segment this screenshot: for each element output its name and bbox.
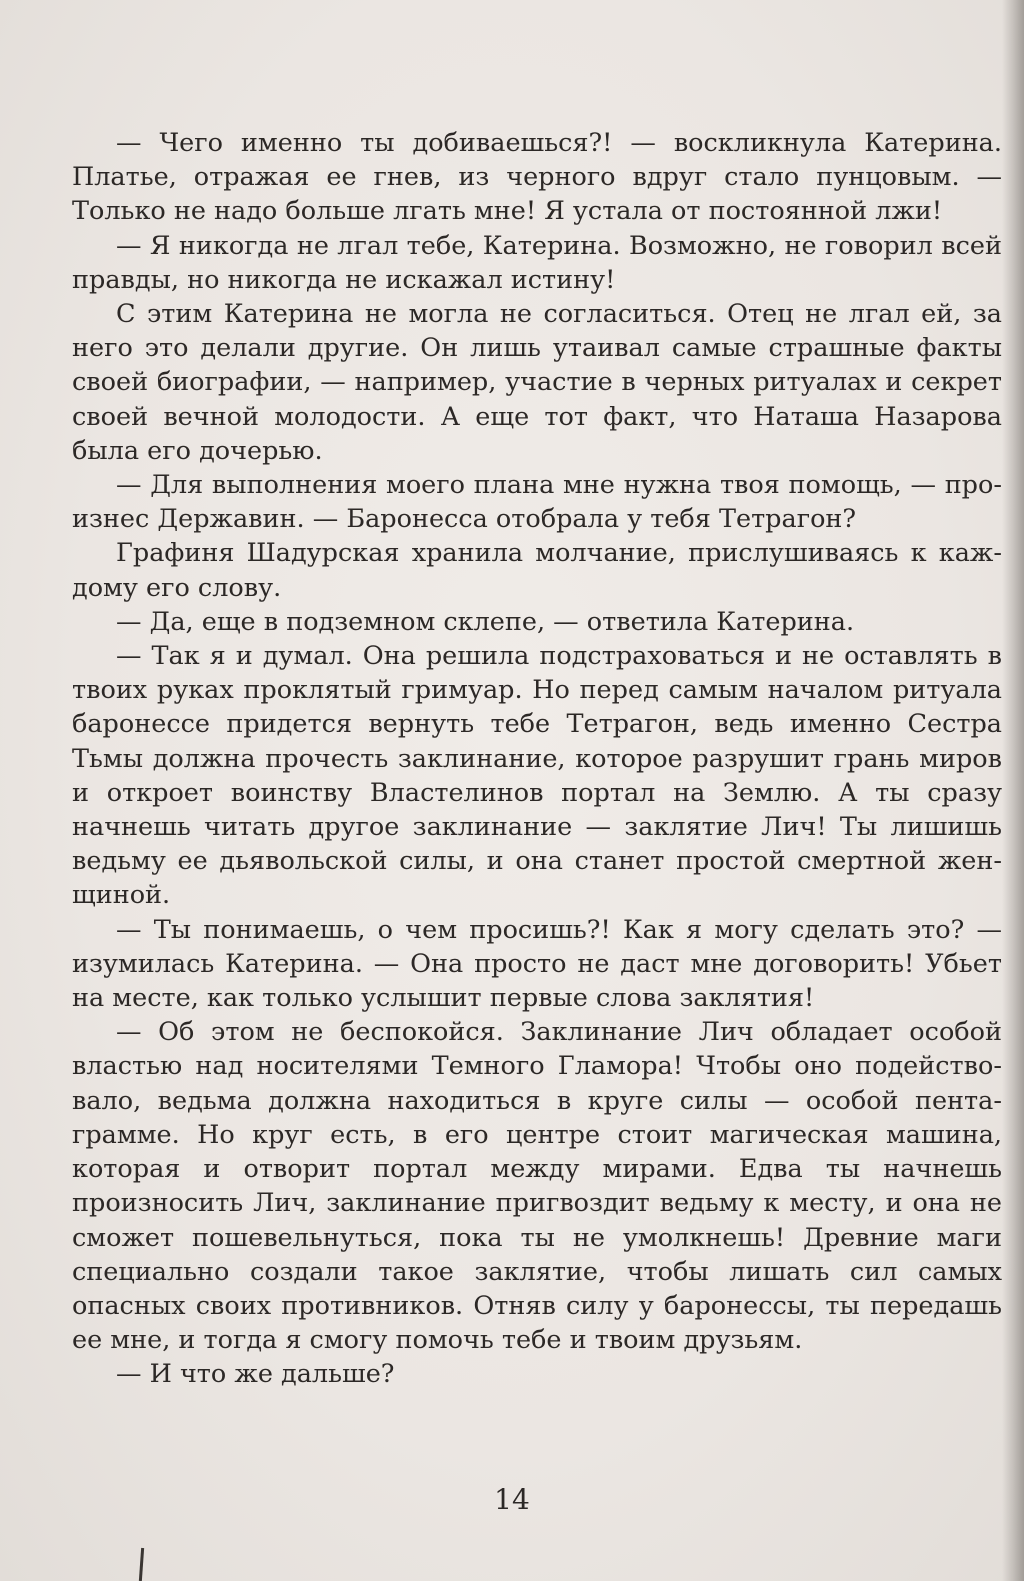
paragraph: — Ты понимаешь, о чем просишь?! Как я могу сделать это? — изумилась Катерина. — Она просто не даст мне договорить! Убьет на месте, как только услышит первые слова заклятия! — [72, 914, 1002, 1014]
paragraph: С этим Катерина не могла не согласиться. Отец не лгал ей, за него это делали другие. Он лишь утаивал самые страшные факты своей биографии, — например, участие в черных ритуалах и секрет своей вечной молодости. А еще тот факт, что Наташа Назарова была его дочерью. — [72, 299, 1002, 466]
paragraph: — Да, еще в подземном склепе, — ответила Катерина. — [116, 606, 855, 637]
paragraph: — Так я и думал. Она решила подстраховаться и не оставлять в твоих руках проклятый гримуар. Но перед самым началом ритуала баронессе придется вернуть тебе Тетрагон, ведь именно Сестра Тьмы должна прочесть заклинание, которое разрушит грань миров и откроет воинству Властелинов портал на Землю. А ты сразу начнешь читать другое заклинание — заклятие Лич! Ты лишишь ведьму ее дьявольской силы, и она станет простой смертной женщиной. — [72, 641, 1002, 911]
paragraph: — И что же дальше? — [116, 1359, 395, 1390]
page-number: 14 — [494, 1483, 530, 1516]
paragraph: Графиня Шадурская хранила молчание, прислушиваясь к каждому его слову. — [72, 538, 1002, 603]
paragraph: — Чего именно ты добиваешься?! — воскликнула Катерина. Платье, отражая ее гнев, из черного вдруг стало пунцовым. — Только не надо больше лгать мне! Я устала от постоянной лжи! — [72, 128, 1002, 227]
paragraph: — Об этом не беспокойся. Заклинание Лич обладает особой властью над носителями Темного Гламора! Чтобы оно подействовало, ведьма должна находиться в круге силы — особой пентаграмме. Но круг есть, в его центре стоит магическая машина, которая и отворит портал между мирами. Едва ты начнешь произносить Лич, заклинание пригвоздит ведьму к месту, и она не сможет пошевельнуться, пока ты не умолкнешь! Древние маги специально создали такое заклятие, чтобы лишать сил самых опасных своих противников. Отняв силу у баронессы, ты передашь ее мне, и тогда я смогу помочь тебе и твоим друзьям. — [72, 1017, 1002, 1356]
page-edge-shadow — [1002, 0, 1024, 1581]
paragraph: — Для выполнения моего плана мне нужна твоя помощь, — произнес Державин. — Баронесса отобрала у тебя Тетрагон? — [72, 470, 1002, 535]
page-text — [72, 126, 1002, 1392]
paragraph: — Я никогда не лгал тебе, Катерина. Возможно, не говорил всей правды, но никогда не искажал истину! — [72, 230, 1002, 295]
scan-artifact — [139, 1548, 144, 1581]
